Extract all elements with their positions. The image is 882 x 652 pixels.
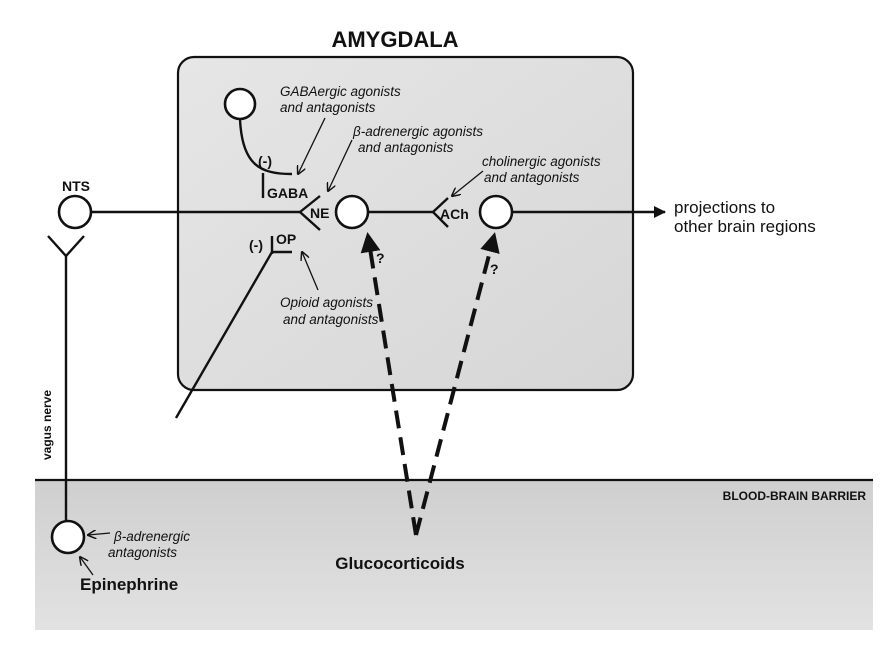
gaba-label: GABA bbox=[267, 185, 309, 201]
projections-line1: projections to bbox=[674, 198, 776, 217]
glucocorticoids-label: Glucocorticoids bbox=[335, 554, 465, 573]
nts-label: NTS bbox=[62, 178, 90, 194]
op-label: OP bbox=[276, 231, 297, 247]
cholinergic-drug-line2: and antagonists bbox=[484, 170, 580, 185]
ne-neuron bbox=[336, 196, 368, 228]
beta-drug-line2: and antagonists bbox=[358, 140, 454, 155]
ach-neuron bbox=[480, 196, 512, 228]
beta-drug-line1: β-adrenergic agonists bbox=[353, 124, 484, 139]
gaba-drug-line2: and antagonists bbox=[280, 100, 376, 115]
ne-label: NE bbox=[310, 205, 330, 221]
beta-antagonists-line2: antagonists bbox=[108, 545, 178, 560]
beta-antagonists-line1: β-adrenergic bbox=[114, 529, 190, 544]
opioid-drug-line1: Opioid agonists bbox=[280, 295, 374, 310]
epinephrine-label: Epinephrine bbox=[80, 575, 179, 594]
gaba-inhibit-sign: (-) bbox=[258, 153, 272, 169]
blood-brain-barrier-label: BLOOD-BRAIN BARRIER bbox=[722, 489, 866, 503]
amygdala-title: AMYGDALA bbox=[331, 27, 459, 52]
gaba-interneuron bbox=[225, 89, 255, 119]
question-ach: ? bbox=[490, 261, 499, 277]
ach-label: ACh bbox=[440, 206, 469, 222]
nts-receptor bbox=[48, 236, 84, 256]
op-inhibit-sign: (-) bbox=[249, 237, 263, 253]
opioid-drug-line2: and antagonists bbox=[283, 312, 379, 327]
cholinergic-drug-line1: cholinergic agonists bbox=[482, 154, 601, 169]
projections-line2: other brain regions bbox=[674, 217, 816, 236]
gaba-drug-line1: GABAergic agonists bbox=[280, 84, 401, 99]
nts-neuron bbox=[59, 196, 91, 228]
epinephrine-neuron bbox=[52, 521, 84, 553]
vagus-nerve-label: vagus nerve bbox=[40, 389, 54, 460]
question-ne: ? bbox=[376, 250, 385, 266]
